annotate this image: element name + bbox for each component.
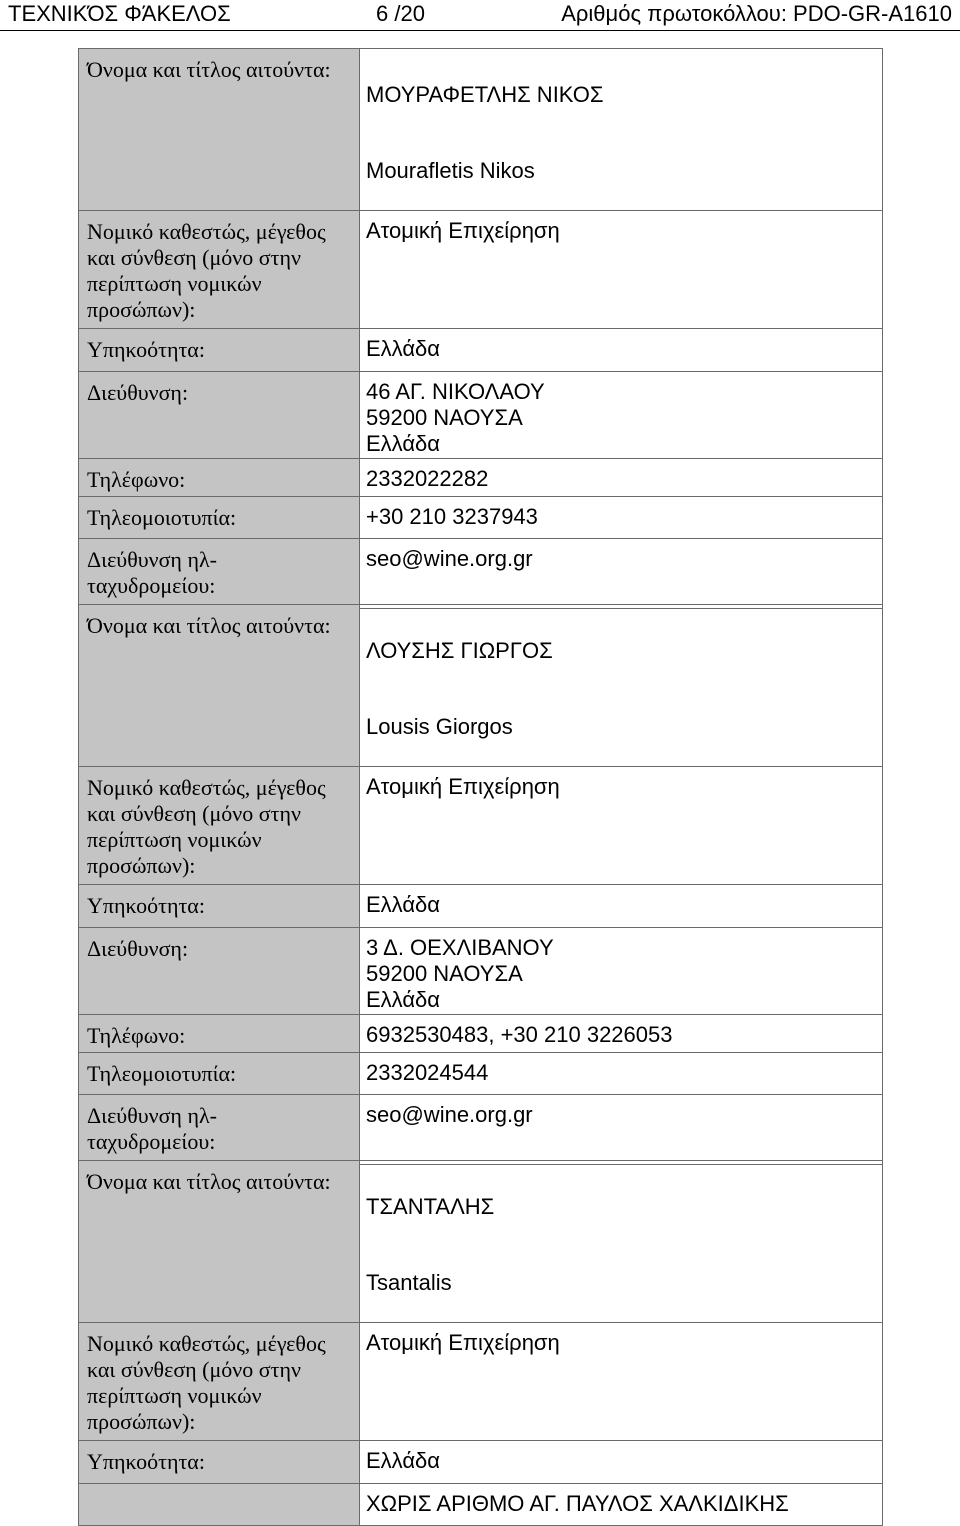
address: ΧΩΡΙΣ ΑΡΙΘΜΟ ΑΓ. ΠΑΥΛΟΣ ΧΑΛΚΙΔΙΚΗΣ (360, 1484, 883, 1526)
label-phone: Τηλέφωνο: (79, 1015, 360, 1053)
applicant-table (78, 1160, 883, 1526)
nationality: Ελλάδα (360, 329, 883, 372)
label-email: Διεύθυνση ηλ- ταχυδρομείου: (79, 1095, 360, 1165)
applicant-table (78, 604, 883, 1165)
address: 46 ΑΓ. ΝΙΚΟΛΑΟΥ 59200 ΝΑΟΥΣΑ Ελλάδα (360, 372, 883, 459)
address: 3 Δ. ΟΕΧΛΙΒΑΝΟΥ 59200 ΝΑΟΥΣΑ Ελλάδα (360, 928, 883, 1015)
label-legal-status: Νομικό καθεστώς, μέγεθος και σύνθεση (μόνο στην περίπτωση νομικών προσώπων): (79, 1323, 360, 1441)
label-name: Όνομα και τίτλος αιτούντα: (79, 1161, 360, 1323)
applicant-name (360, 49, 883, 211)
applicant-table (78, 48, 883, 609)
phone: 6932530483, +30 210 3226053 (360, 1015, 883, 1053)
page-number: 6 /20 (376, 1, 425, 26)
label-legal-status: Νομικό καθεστώς, μέγεθος και σύνθεση (μόνο στην περίπτωση νομικών προσώπων): (79, 767, 360, 885)
label-legal-status: Νομικό καθεστώς, μέγεθος και σύνθεση (μόνο στην περίπτωση νομικών προσώπων): (79, 211, 360, 329)
legal-status: Ατομική Επιχείρηση (360, 767, 883, 885)
email: seo@wine.org.gr (360, 539, 883, 609)
label-nationality: Υπηκοότητα: (79, 885, 360, 928)
applicant-name (360, 605, 883, 767)
name-latin: Lousis Giorgos (366, 714, 513, 739)
name-latin: Tsantalis (366, 1270, 452, 1295)
fax: 2332024544 (360, 1053, 883, 1095)
label-nationality: Υπηκοότητα: (79, 1441, 360, 1484)
email: seo@wine.org.gr (360, 1095, 883, 1165)
name-latin: Mourafletis Nikos (366, 158, 535, 183)
document-title: ΤΕΧΝΙΚΌΣ ΦΆΚΕΛΟΣ (8, 1, 231, 26)
label-fax: Τηλεομοιοτυπία: (79, 1053, 360, 1095)
label-address: Διεύθυνση: (79, 372, 360, 459)
applicant-name (360, 1161, 883, 1323)
nationality: Ελλάδα (360, 885, 883, 928)
legal-status: Ατομική Επιχείρηση (360, 211, 883, 329)
protocol-number: Αριθμός πρωτοκόλλου: PDO-GR-A1610 (561, 1, 952, 26)
name-greek: ΜΟΥΡΑΦΕΤΛΗΣ ΝΙΚΟΣ (366, 82, 604, 107)
name-greek: ΛΟΥΣΗΣ ΓΙΩΡΓΟΣ (366, 638, 553, 663)
fax: +30 210 3237943 (360, 497, 883, 539)
label-address: Διεύθυνση: (79, 928, 360, 1015)
label-email: Διεύθυνση ηλ- ταχυδρομείου: (79, 539, 360, 609)
label-name: Όνομα και τίτλος αιτούντα: (79, 49, 360, 211)
label-nationality: Υπηκοότητα: (79, 329, 360, 372)
label-name: Όνομα και τίτλος αιτούντα: (79, 605, 360, 767)
label-phone: Τηλέφωνο: (79, 459, 360, 497)
page-header (0, 0, 960, 31)
name-greek: ΤΣΑΝΤΑΛΗΣ (366, 1194, 495, 1219)
label-address (79, 1484, 360, 1526)
nationality: Ελλάδα (360, 1441, 883, 1484)
label-fax: Τηλεομοιοτυπία: (79, 497, 360, 539)
phone: 2332022282 (360, 459, 883, 497)
legal-status: Ατομική Επιχείρηση (360, 1323, 883, 1441)
